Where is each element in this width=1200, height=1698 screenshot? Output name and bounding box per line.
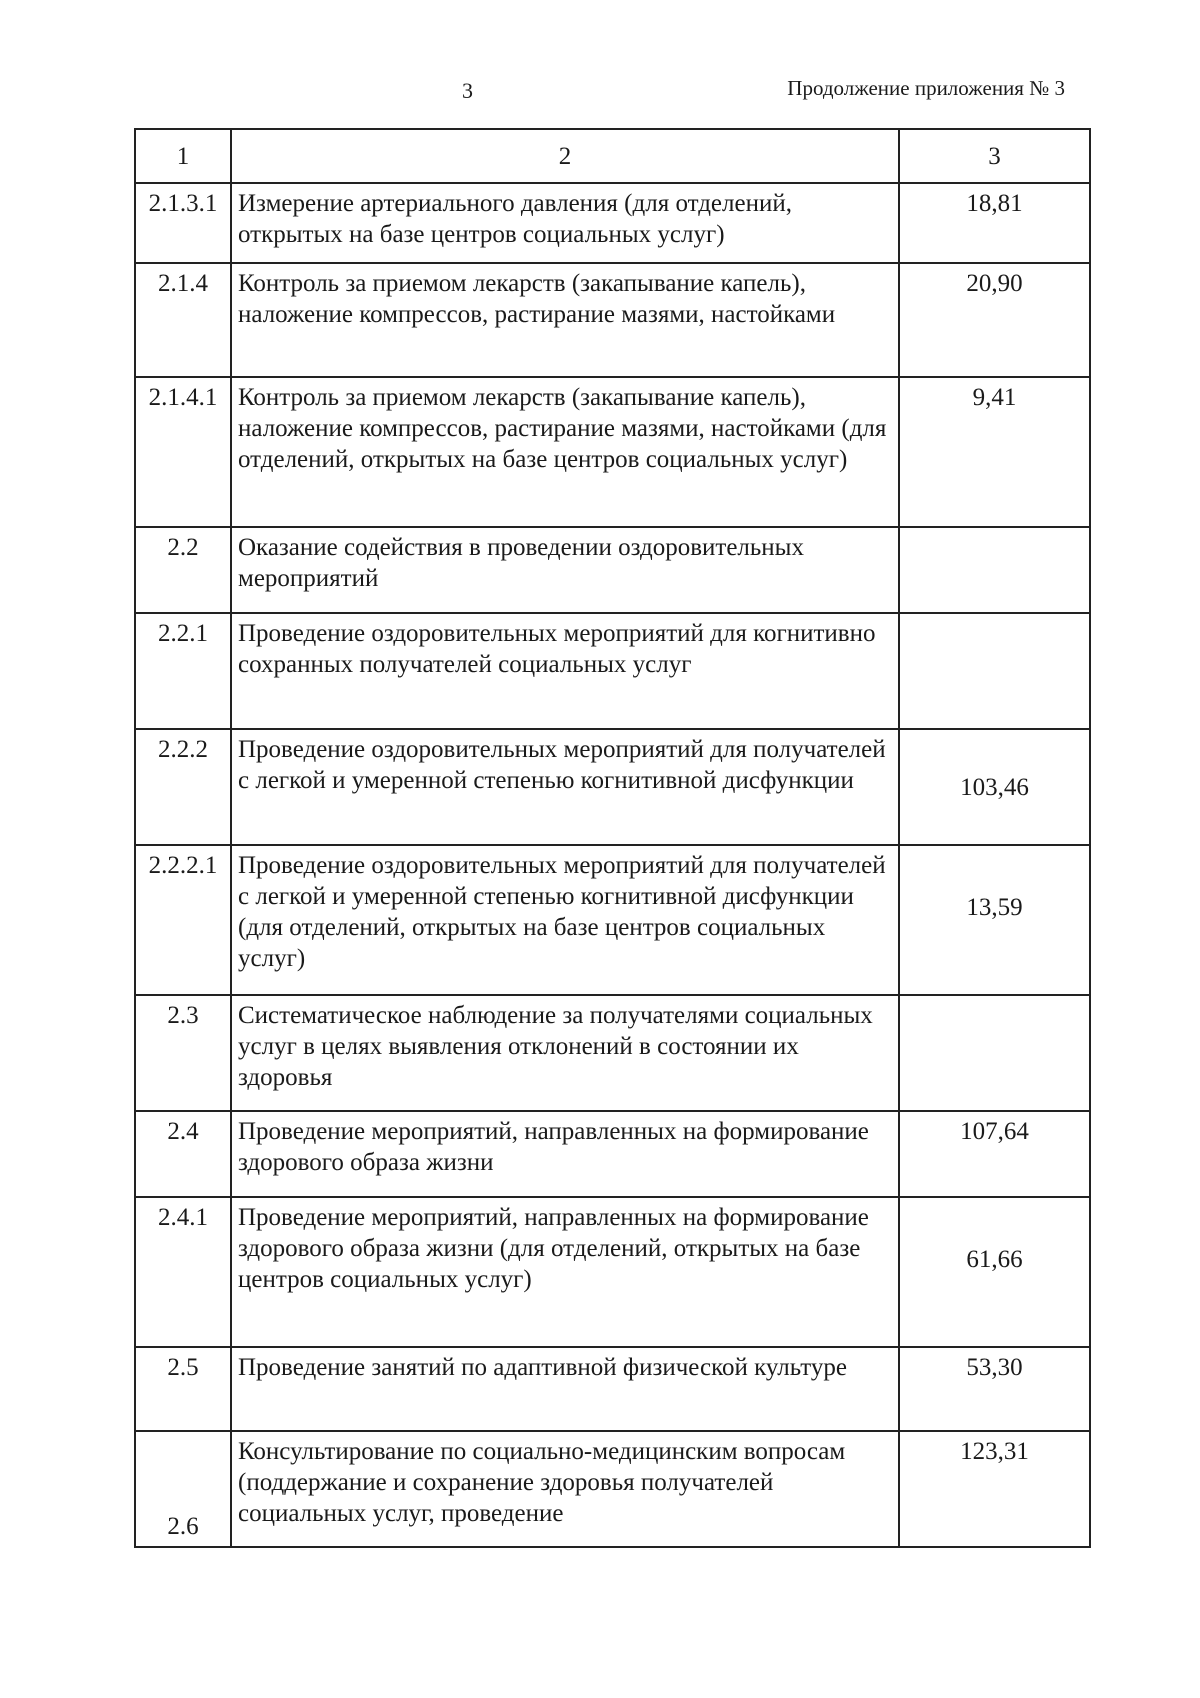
table-row xyxy=(135,1347,1090,1431)
table-row xyxy=(135,613,1090,729)
row-code: 2.3 xyxy=(135,995,231,1111)
row-code: 2.2 xyxy=(135,527,231,613)
table-row xyxy=(135,377,1090,527)
column-header: 2 xyxy=(231,129,899,183)
row-code: 2.2.1 xyxy=(135,613,231,729)
row-name: Проведение мероприятий, направленных на формирование здорового образа жизни xyxy=(231,1111,899,1197)
row-code: 2.2.2.1 xyxy=(135,845,231,995)
table-row xyxy=(135,995,1090,1111)
row-value: 61,66 xyxy=(899,1197,1090,1347)
row-code: 2.4.1 xyxy=(135,1197,231,1347)
row-name: Проведение оздоровительных мероприятий для получателей с легкой и умеренной степенью когнитивной дисфункции (для отделений, открытых на базе центров социальных услуг) xyxy=(231,845,899,995)
row-code: 2.4 xyxy=(135,1111,231,1197)
row-code: 2.2.2 xyxy=(135,729,231,845)
tariff-table xyxy=(134,128,1091,1548)
table-header-row xyxy=(135,129,1090,183)
row-value xyxy=(899,613,1090,729)
row-value xyxy=(899,527,1090,613)
row-value: 53,30 xyxy=(899,1347,1090,1431)
row-value: 9,41 xyxy=(899,377,1090,527)
column-header: 1 xyxy=(135,129,231,183)
row-code: 2.1.4.1 xyxy=(135,377,231,527)
column-header: 3 xyxy=(899,129,1090,183)
table-row xyxy=(135,1197,1090,1347)
row-value xyxy=(899,995,1090,1111)
page-number: 3 xyxy=(462,78,473,103)
continuation-label: Продолжение приложения № 3 xyxy=(787,76,1065,100)
row-name: Контроль за приемом лекарств (закапывание капель), наложение компрессов, растирание мазями, настойками xyxy=(231,263,899,377)
row-name: Проведение оздоровительных мероприятий для когнитивно сохранных получателей социальных услуг xyxy=(231,613,899,729)
table-row xyxy=(135,183,1090,263)
row-value: 123,31 xyxy=(899,1431,1090,1547)
row-code: 2.6 xyxy=(135,1431,231,1547)
table-row xyxy=(135,1111,1090,1197)
row-value: 103,46 xyxy=(899,729,1090,845)
row-value: 107,64 xyxy=(899,1111,1090,1197)
row-value: 13,59 xyxy=(899,845,1090,995)
row-name: Консультирование по социально-медицинским вопросам (поддержание и сохранение здоровья получателей социальных услуг, проведение xyxy=(231,1431,899,1547)
table-row xyxy=(135,527,1090,613)
row-name: Проведение занятий по адаптивной физической культуре xyxy=(231,1347,899,1431)
row-name: Проведение мероприятий, направленных на формирование здорового образа жизни (для отделений, открытых на базе центров социальных услуг) xyxy=(231,1197,899,1347)
row-value: 20,90 xyxy=(899,263,1090,377)
row-name: Оказание содействия в проведении оздоровительных мероприятий xyxy=(231,527,899,613)
row-code: 2.1.4 xyxy=(135,263,231,377)
row-name: Проведение оздоровительных мероприятий для получателей с легкой и умеренной степенью когнитивной дисфункции xyxy=(231,729,899,845)
row-value: 18,81 xyxy=(899,183,1090,263)
table-row xyxy=(135,729,1090,845)
table-row xyxy=(135,263,1090,377)
table-row xyxy=(135,1431,1090,1547)
row-name: Измерение артериального давления (для отделений, открытых на базе центров социальных услуг) xyxy=(231,183,899,263)
row-code: 2.1.3.1 xyxy=(135,183,231,263)
table-row xyxy=(135,845,1090,995)
row-code: 2.5 xyxy=(135,1347,231,1431)
row-name: Систематическое наблюдение за получателями социальных услуг в целях выявления отклонений в состоянии их здоровья xyxy=(231,995,899,1111)
row-name: Контроль за приемом лекарств (закапывание капель), наложение компрессов, растирание мазями, настойками (для отделений, открытых на базе центров социальных услуг) xyxy=(231,377,899,527)
